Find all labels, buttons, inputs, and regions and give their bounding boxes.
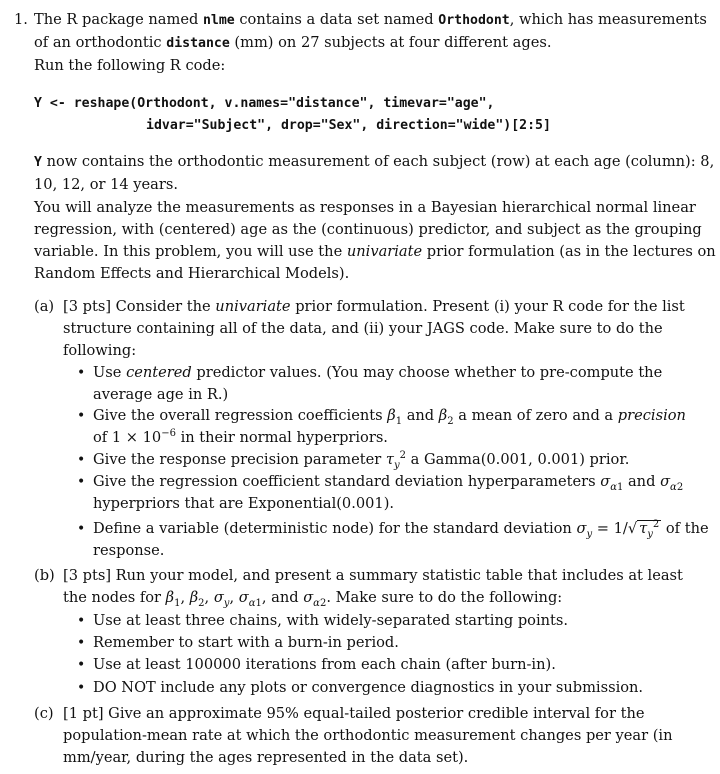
code-line-1: Y <- reshape(Orthodont, v.names="distance", timevar="age", — [34, 96, 495, 111]
code-line-2: idvar="Subject", drop="Sex", direction="wide")[2:5] — [146, 118, 551, 133]
bullet-icon: • — [77, 365, 86, 381]
part-c-text: [1 pt] Give an approximate 95% equal-tailed posterior credible interval for the population-mean rate at which the orthodontic measurement changes per year (in mm/year, during the ages represented in the data set). — [63, 705, 673, 766]
bullet-icon: • — [77, 657, 86, 673]
dataset-name: Orthodont — [438, 13, 510, 28]
variable-name: distance — [166, 36, 230, 51]
bullet-icon: • — [77, 408, 86, 424]
part-b-label: (b) — [34, 567, 55, 584]
bullet-icon: • — [77, 680, 86, 696]
analysis-paragraph: You will analyze the measurements as responses in a Bayesian hierarchical normal linear regression, with (centered) age as the (continuous) predictor, and subject as the grouping variable. In this problem, you will use the univariate prior formulation (as in the lectures on Random Effects and Hierarchical Models). — [34, 199, 716, 282]
problem-number: 1. — [14, 11, 28, 28]
part-a-text: [3 pts] Consider the univariate prior formulation. Present (i) your R code for the list structure containing all of the data, and (ii) your JAGS code. Make sure to do the following: — [63, 298, 685, 359]
y-description: Y now contains the orthodontic measurement of each subject (row) at each age (column): 8, 10, 12, or 14 years. — [34, 153, 715, 193]
bullet-icon: • — [77, 613, 86, 629]
sqrt-symbol: √ — [627, 520, 638, 537]
intro-line-1: The R package named nlme contains a data set named Orthodont, which has measurements — [34, 11, 707, 28]
intro-line-2: of an orthodontic distance (mm) on 27 subjects at four different ages. — [34, 34, 552, 51]
bullet-icon: • — [77, 474, 86, 490]
package-name: nlme — [202, 13, 235, 28]
part-c-label: (c) — [34, 705, 54, 722]
run-instruction: Run the following R code: — [34, 57, 226, 74]
bullet-icon: • — [77, 635, 86, 651]
sqrt-radicand: $\tau_y^2$ — [639, 519, 660, 540]
bullet-icon: • — [77, 521, 86, 537]
intro-paragraph — [34, 9, 707, 55]
part-b-text: [3 pts] Run your model, and present a summary statistic table that includes at least the nodes for $\beta_1$, $\beta_2$, $\sigma_y$, $\sigma_{\alpha 1}$, and $\sigma_{\alpha 2}$. Make sure to do the following: — [63, 567, 683, 609]
bullet-icon: • — [77, 452, 86, 468]
part-a-label: (a) — [34, 298, 55, 315]
